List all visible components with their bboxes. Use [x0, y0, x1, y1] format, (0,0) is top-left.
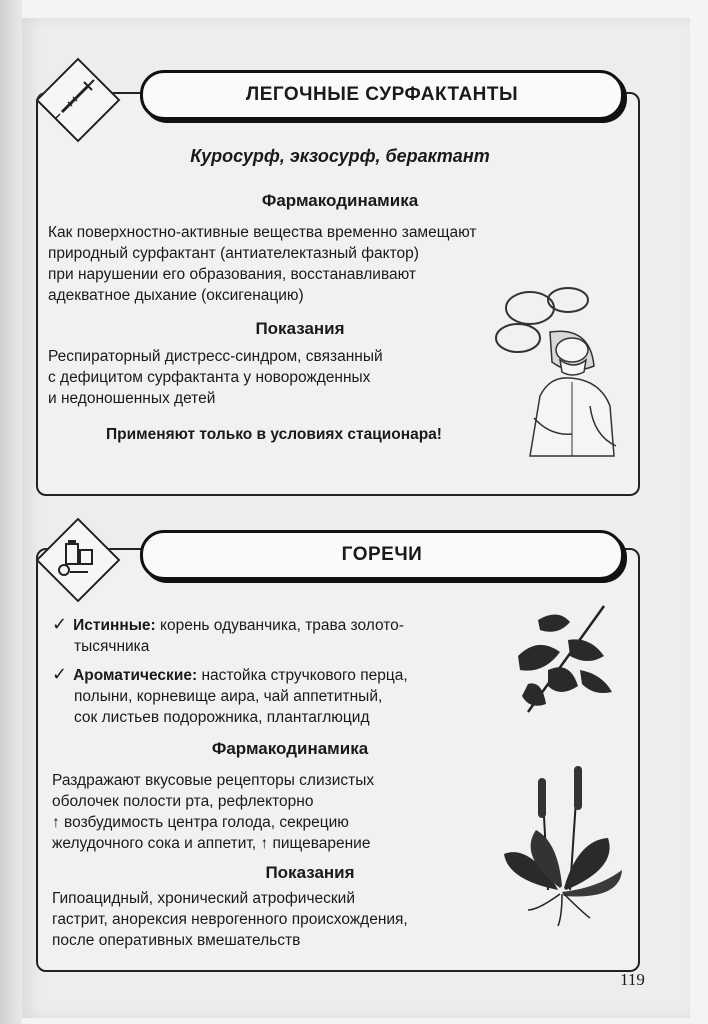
surfactant-drugs: Куросурф, экзосурф, берактант [190, 146, 490, 166]
indications-text-2: Гипоацидный, хронический атрофический гастрит, анорексия неврогенного происхождения, после оперативных вмешательств [52, 890, 408, 949]
syringe-badge [36, 58, 116, 138]
doctor-illustration [490, 286, 630, 466]
pharmacy-badge [36, 518, 116, 598]
hospital-note: Применяют только в условиях стационара! [106, 426, 442, 443]
pharmacodynamics-heading-2: Фармакодинамика [211, 739, 369, 758]
check-icon: ✓ [52, 664, 68, 684]
indications-heading-2: Показания [265, 863, 355, 882]
page-number: 119 [620, 970, 645, 989]
pharmacodynamics-text-1: Как поверхностно-активные вещества временно замещают природный сурфактант (антиателектазный фактор) при нарушении его образования, восстанавливают адекватное дыхание (оксигенацию) [48, 224, 477, 304]
indications-heading-1: Показания [255, 319, 345, 338]
herb-illustration [508, 600, 618, 720]
aromatic-bitters: ✓ Ароматические: настойка стручкового перца, полыни, корневище аира, чай аппетитный, сок листьев подорожника, плантаглюцид [52, 664, 408, 726]
pharmacodynamics-text-2: Раздражают вкусовые рецепторы слизистых оболочек полости рта, рефлекторно ↑ возбудимость центра голода, секрецию желудочного сока и аппетит, ↑ пищеварение [52, 772, 375, 852]
indications-text-1: Респираторный дистресс-синдром, связанный с дефицитом сурфактанта у новорожденных и недоношенных детей [48, 348, 383, 407]
syringe-icon [54, 76, 98, 120]
pharmacodynamics-heading-1: Фармакодинамика [261, 191, 419, 210]
check-icon: ✓ [52, 614, 68, 634]
surfactants-title: ЛЕГОЧНЫЕ СУРФАКТАНТЫ [140, 70, 624, 120]
plantain-illustration [498, 760, 628, 930]
book-spine [0, 0, 22, 1024]
pharmacy-items-icon [54, 536, 98, 580]
true-bitters: ✓ Истинные: корень одуванчика, трава золото- тысячника [52, 614, 404, 655]
bitters-title: ГОРЕЧИ [140, 530, 624, 580]
